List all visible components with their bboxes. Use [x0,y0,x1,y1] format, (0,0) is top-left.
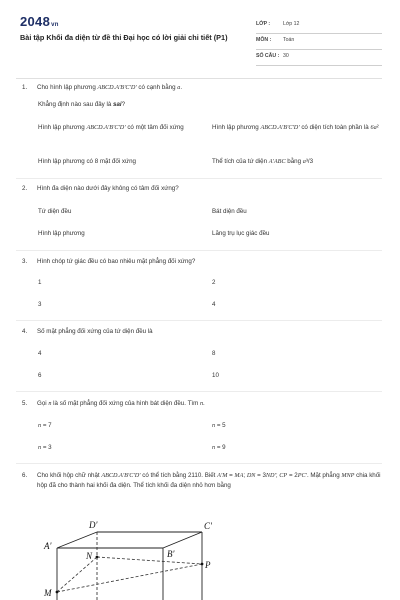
label-p: P [205,560,211,570]
question-divider [16,463,382,464]
question-stem: Hình chóp tứ giác đều có bao nhiêu mặt phẳng đối xứng? [37,258,196,265]
meta-row-class: LỚP : Lớp 12 [256,18,382,34]
meta-table [256,18,382,66]
question-4-option-c[interactable]: 6 [38,372,42,379]
question-stem: Cho khối hộp chữ nhật ABCD.A'B'C'D' có thể tích bằng 2110. Biết A'M = MA; DN = 3ND'; CP = 2PC'. Mặt phẳng MNP chia khối hộp đã cho thành hai khối đa diện. Thể tích khối đa diện nhỏ hơn bằng [37,472,381,489]
question-3-option-d[interactable]: 4 [212,301,216,308]
question-number: 6. [22,472,28,479]
document-title: Bài tập Khối đa diện từ đề thi Đại học có lời giải chi tiết (P1) [20,33,228,42]
question-number: 4. [22,328,28,335]
box-figure [36,517,226,600]
question-number: 2. [22,185,28,192]
question-2-option-d[interactable]: Lăng trụ lục giác đều [212,230,270,237]
logo-suffix: vn [51,22,59,28]
question-5-option-a[interactable]: n = 7 [38,422,52,429]
question-number: 1. [22,84,28,91]
label-m: M [44,588,52,598]
question-1-prompt: Khẳng định nào sau đây là sai? [38,101,126,108]
question-stem: Hình đa diện nào dưới đây không có tâm đối xứng? [37,185,179,192]
meta-row-subject: MÔN : Toán [256,34,382,50]
worksheet-header [20,14,382,76]
question-stem: Gọi n là số mặt phẳng đối xứng của hình bát diện đều. Tìm n. [37,400,205,407]
question-4-option-a[interactable]: 4 [38,350,42,357]
question-3-option-b[interactable]: 2 [212,279,216,286]
question-divider [16,250,382,251]
question-number: 3. [22,258,28,265]
label-d-prime: D' [89,520,98,530]
question-divider [16,320,382,321]
question-4-option-d[interactable]: 10 [212,372,219,379]
label-a-prime: A' [44,541,52,551]
question-3-option-a[interactable]: 1 [38,279,42,286]
question-number: 5. [22,400,28,407]
question-2-option-a[interactable]: Tứ diện đều [38,208,72,215]
question-5-option-d[interactable]: n = 9 [212,444,226,451]
question-2-option-b[interactable]: Bát diện đều [212,208,247,215]
question-3-option-c[interactable]: 3 [38,301,42,308]
label-b-prime: B' [167,549,175,559]
question-1-option-a[interactable]: Hình lập phương ABCD.A'B'C'D' có một tâm đối xứng [38,124,184,131]
question-1-option-c[interactable]: Hình lập phương có 8 mặt đối xứng [38,158,136,165]
box-diagram [36,517,226,600]
question-2-option-c[interactable]: Hình lập phương [38,230,85,237]
question-4-option-b[interactable]: 8 [212,350,216,357]
label-n: N [86,551,93,561]
question-divider [16,178,382,179]
site-logo[interactable]: 2048vn [20,14,59,29]
question-stem: Cho hình lập phương ABCD.A'B'C'D' có cạnh bằng a. [37,84,183,91]
header-divider [16,78,382,79]
question-5-option-c[interactable]: n = 3 [38,444,52,451]
question-5-option-b[interactable]: n = 5 [212,422,226,429]
question-1-option-b[interactable]: Hình lập phương ABCD.A'B'C'D' có diện tích toàn phần là 6a² [212,124,379,131]
question-stem: Số mặt phẳng đối xứng của tứ diện đều là [37,328,153,335]
meta-row-question-count: SỐ CÂU : 30 [256,50,382,66]
question-divider [16,391,382,392]
label-c-prime: C' [204,521,212,531]
question-1-option-d[interactable]: Thể tích của tứ diện A'ABC bằng a³/3 [212,158,314,165]
